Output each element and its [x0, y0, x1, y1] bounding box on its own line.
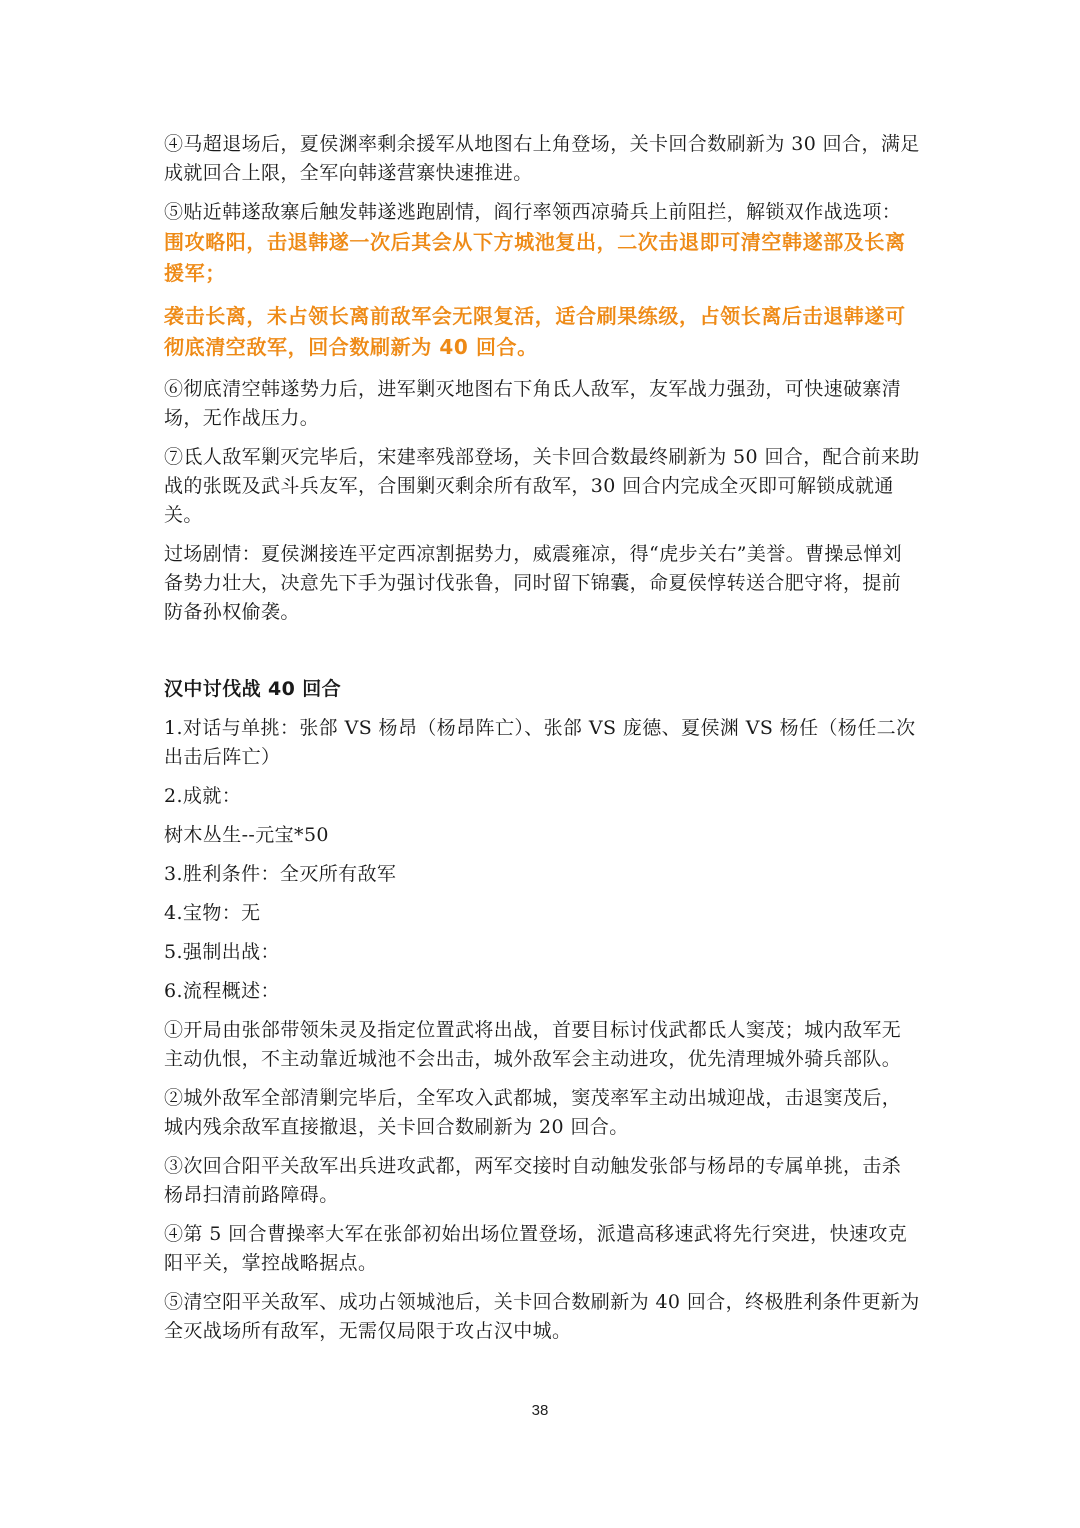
item-victory-condition: 3.胜利条件：全灭所有敌军: [164, 863, 397, 885]
highlight-option-changli: 袭击长离，未占领长离前敌军会无限复活，适合刷果练级，占领长离后击退韩遂可彻底清空敌军，回合数刷新为 40 回合。: [164, 304, 906, 359]
item-process-heading: 6.流程概述：: [164, 980, 280, 1002]
item-achievement-heading: 2.成就：: [164, 785, 242, 807]
process-step-2: ②城外敌军全部清剿完毕后，全军攻入武都城，窦茂率军主动出城迎战，击退窦茂后，城内残余敌军直接撤退，关卡回合数刷新为 20 回合。: [164, 1087, 902, 1138]
paragraph-cutscene: 过场剧情：夏侯渊接连平定西凉割据势力，威震雍凉，得“虎步关右”美誉。曹操忌惮刘备势力壮大，决意先下手为强讨伐张鲁，同时留下锦囊，命夏侯惇转送合肥守将，提前防备孙权偷袭。: [164, 543, 903, 623]
item-forced-deploy: 5.强制出战：: [164, 941, 280, 963]
process-step-1: ①开局由张郃带领朱灵及指定位置武将出战，首要目标讨伐武都氐人窦茂；城内敌军无主动仇恨，不主动靠近城池不会出击，城外敌军会主动进攻，优先清理城外骑兵部队。: [164, 1019, 902, 1070]
paragraph-step-7: ⑦氐人敌军剿灭完毕后，宋建率残部登场，关卡回合数最终刷新为 50 回合，配合前来助战的张既及武斗兵友军，合围剿灭剩余所有敌军，30 回合内完成全灭即可解锁成就通关。: [164, 446, 920, 526]
process-step-5: ⑤清空阳平关敌军、成功占领城池后，关卡回合数刷新为 40 回合，终极胜利条件更新为全灭战场所有敌军，无需仅局限于攻占汉中城。: [164, 1291, 920, 1342]
paragraph-step-4: ④马超退场后，夏侯渊率剩余援军从地图右上角登场，关卡回合数刷新为 30 回合，满足成就回合上限，全军向韩遂营寨快速推进。: [164, 133, 920, 184]
item-treasure: 4.宝物：无: [164, 902, 261, 924]
item-achievement-detail: 树木丛生--元宝*50: [164, 824, 329, 846]
highlight-option-lueyang: 围攻略阳，击退韩遂一次后其会从下方城池复出，二次击退即可清空韩遂部及长离援军；: [164, 230, 906, 285]
document-page: [164, 130, 920, 1356]
paragraph-step-5: ⑤贴近韩遂敌寨后触发韩遂逃跑剧情，阎行率领西凉骑兵上前阻拦，解锁双作战选项：: [164, 201, 902, 223]
item-dialogue-duel: 1.对话与单挑：张郃 VS 杨昂（杨昂阵亡）、张郃 VS 庞德、夏侯渊 VS 杨任（杨任二次出击后阵亡）: [164, 717, 916, 768]
page-number: 38: [531, 1402, 549, 1419]
process-step-4: ④第 5 回合曹操率大军在张郃初始出场位置登场，派遣高移速武将先行突进，快速攻克阳平关，掌控战略据点。: [164, 1223, 908, 1274]
process-step-3: ③次回合阳平关敌军出兵进攻武都，两军交接时自动触发张郃与杨昂的专属单挑，击杀杨昂扫清前路障碍。: [164, 1155, 902, 1206]
paragraph-step-6: ⑥彻底清空韩遂势力后，进军剿灭地图右下角氐人敌军，友军战力强劲，可快速破寨清场，无作战压力。: [164, 378, 902, 429]
section-title: 汉中讨伐战 40 回合: [164, 678, 342, 700]
